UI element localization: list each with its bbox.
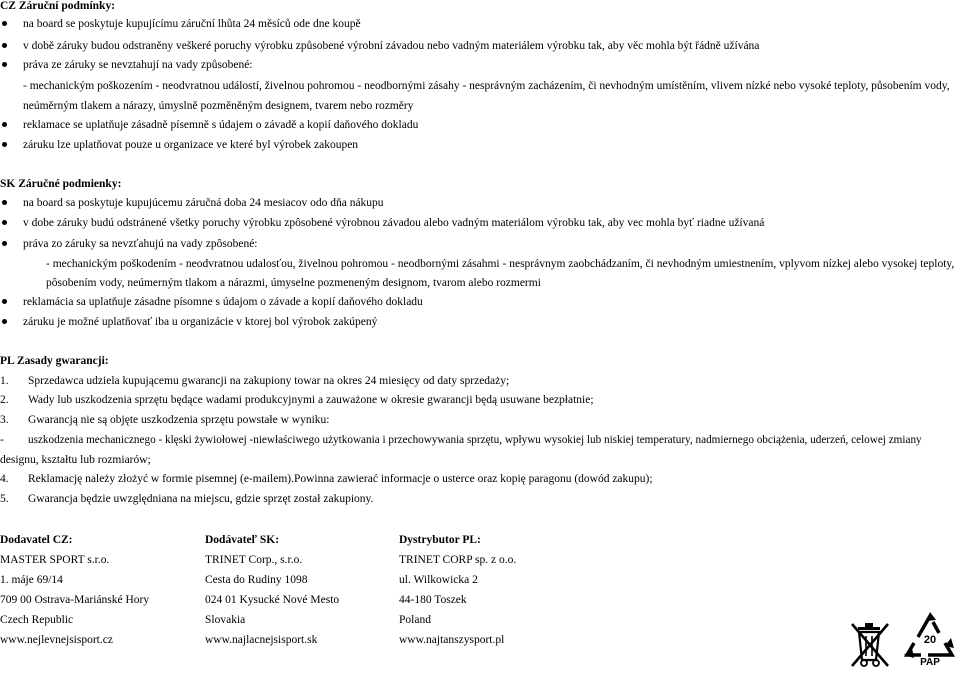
supplier-sk-heading: Dodávateľ SK:: [205, 534, 280, 546]
pl-item-number: 4.: [0, 473, 9, 485]
recycling-triangle-icon: [902, 610, 958, 670]
bullet-icon: [2, 21, 7, 26]
supplier-cz-city: 709 00 Ostrava-Mariánské Hory: [0, 594, 150, 606]
sk-bullet-1: na board sa poskytuje kupujúcemu záručná doba 24 mesiacov odo dňa nákupu: [23, 197, 384, 209]
pl-defects-line-1: uszkodzenia mechanicznego - klęski żywiołowej -niewłaściwego użytkowania i przechowywania sprzętu, wpływu wysokiej lub niskiej temperatury, nadmiernego obciążenia, uderzeń, celowej zmiany: [28, 434, 922, 446]
bullet-icon: [2, 122, 7, 127]
cz-bullet-4: reklamace se uplatňuje zásadně písemně s údajem o závadě a kopií daňového dokladu: [23, 119, 419, 131]
sk-defects-line-1: - mechanickým poškodením - neodvratnou udalosťou, živelnou pohromou - neodbornými zásahmi - nesprávnym zaobchádzaním, či nevhodným umiestnením, vplyvom nízkej alebo vysokej teploty,: [46, 258, 955, 270]
cz-bullet-1: na board se poskytuje kupujícímu záruční lhůta 24 měsíců ode dne koupě: [23, 18, 361, 30]
cz-defects-line-1: - mechanickým poškozením - neodvratnou událostí, živelnou pohromou - neodbornými zásahy - nesprávným zacházením, či nevhodným umístěním, vlivem nízké nebo vysoké teploty, působením vody,: [23, 80, 950, 92]
supplier-pl-heading: Dystrybutor PL:: [399, 534, 481, 546]
supplier-sk-street: Cesta do Rudiny 1098: [205, 574, 308, 586]
pl-item-number: 1.: [0, 375, 9, 387]
sk-bullet-4: reklamácia sa uplatňuje zásadne písomne s údajom o závade a kopií daňového dokladu: [23, 296, 423, 308]
cz-bullet-3: práva ze záruky se nevztahují na vady způsobené:: [23, 59, 253, 71]
sk-bullet-2: v dobe záruky budú odstránené všetky poruchy výrobku zpôsobené výrobnou závadou alebo vadným materiálom výrobku tak, aby vec mohla byť riadne užívaná: [23, 217, 765, 229]
pl-defects-line-2: designu, kształtu lub rozmiarów;: [0, 454, 151, 466]
supplier-pl-web: www.najtanszysport.pl: [399, 634, 505, 646]
bullet-icon: [2, 142, 7, 147]
cz-bullet-5: záruku lze uplatňovat pouze u organizace ve které byl výrobek zakoupen: [23, 139, 359, 151]
cz-bullet-2: v době záruky budou odstraněny veškeré poruchy výrobku způsobené výrobní závadou nebo vadným materiálem výrobku tak, aby věc mohla být řádně užívána: [23, 40, 760, 52]
pl-heading: PL Zasady gwarancji:: [0, 355, 109, 367]
supplier-sk-web: www.najlacnejsisport.sk: [205, 634, 318, 646]
recycling-label: PAP: [920, 657, 940, 668]
supplier-cz: [0, 533, 149, 653]
supplier-pl: [399, 533, 516, 653]
supplier-cz-heading: Dodavatel CZ:: [0, 534, 73, 546]
pl-item-5: Gwarancja będzie uwzględniana na miejscu, gdzie sprzęt został zakupiony.: [28, 493, 374, 505]
supplier-sk: [205, 533, 339, 653]
supplier-sk-country: Slovakia: [205, 614, 246, 626]
cz-defects-line-2: neúměrným tlakem a nárazy, úmyslně pozměněným designem, tvarem nebo rozměry: [23, 100, 414, 112]
supplier-cz-street: 1. máje 69/14: [0, 574, 63, 586]
pl-item-4: Reklamację należy złożyć w formie pisemnej (e-mailem).Powinna zawierać informacje o usterce oraz kopię paragonu (dowód zakupu);: [28, 473, 653, 485]
pl-dash: -: [0, 434, 4, 446]
cz-heading: CZ Záruční podmínky:: [0, 0, 116, 12]
weee-bin-icon: [846, 618, 894, 670]
pl-item-number: 2.: [0, 394, 9, 406]
recycling-code: 20: [923, 634, 937, 646]
bullet-icon: [2, 200, 7, 205]
supplier-pl-street: ul. Wilkowicka 2: [399, 574, 478, 586]
supplier-pl-name: TRINET CORP sp. z o.o.: [399, 554, 517, 566]
sk-defects-line-2: pôsobením vody, neúmerným tlakom a nárazmi, úmyselne pozmeneným designom, tvarom alebo rozmermi: [46, 277, 541, 289]
pl-item-1: Sprzedawca udziela kupującemu gwarancji na zakupiony towar na okres 24 miesięcy od daty sprzedaży;: [28, 375, 510, 387]
bullet-icon: [2, 43, 7, 48]
sk-heading: SK Záručné podmienky:: [0, 178, 122, 190]
sk-bullet-3: práva zo záruky sa nevzťahujú na vady zpôsobené:: [23, 238, 258, 250]
pl-item-number: 5.: [0, 493, 9, 505]
supplier-sk-name: TRINET Corp., s.r.o.: [205, 554, 303, 566]
pl-item-number: 3.: [0, 414, 9, 426]
supplier-sk-city: 024 01 Kysucké Nové Mesto: [205, 594, 340, 606]
sk-bullet-5: záruku je možné uplatňovať iba u organizácie v ktorej bol výrobok zakúpený: [23, 316, 378, 328]
pl-item-3: Gwarancją nie są objęte uszkodzenia sprzętu powstałe w wyniku:: [28, 414, 330, 426]
bullet-icon: [2, 319, 7, 324]
bullet-icon: [2, 220, 7, 225]
bullet-icon: [2, 241, 7, 246]
supplier-pl-city: 44-180 Toszek: [399, 594, 467, 606]
supplier-pl-country: Poland: [399, 614, 431, 626]
bullet-icon: [2, 62, 7, 67]
bullet-icon: [2, 299, 7, 304]
pl-item-2: Wady lub uszkodzenia sprzętu będące wadami produkcyjnymi a zauważone w okresie gwarancji będą usuwane bezpłatnie;: [28, 394, 594, 406]
supplier-cz-name: MASTER SPORT s.r.o.: [0, 554, 110, 566]
supplier-cz-web: www.nejlevnejsisport.cz: [0, 634, 113, 646]
supplier-cz-country: Czech Republic: [0, 614, 74, 626]
